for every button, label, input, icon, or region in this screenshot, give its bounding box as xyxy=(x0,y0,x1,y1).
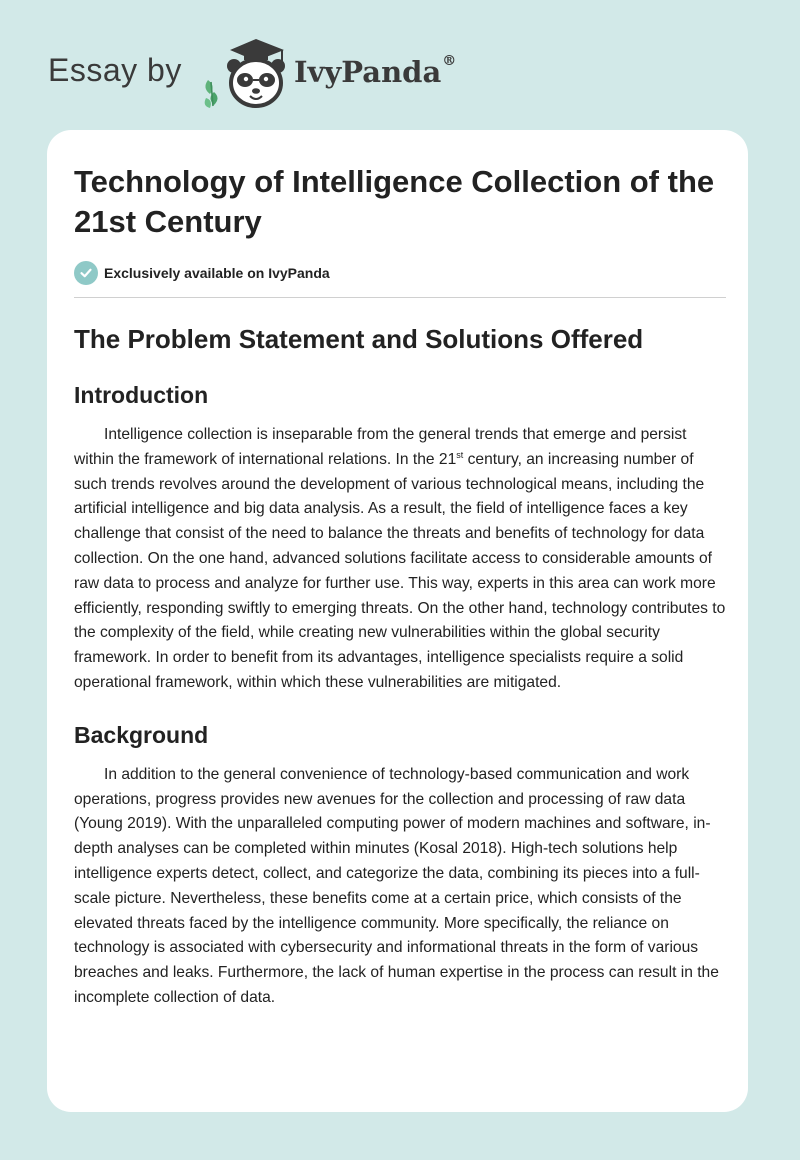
background-paragraph: In addition to the general convenience of technology-based communication and work operations, progress provides new avenues for the collection and processing of raw data (Young 2019). With the unparalleled computing power of modern machines and software, in-depth analyses can be completed within minutes (Kosal 2018). High-tech solutions help intelligence experts detect, collect, and categorize the data, combining its pieces into a full-scale picture. Nevertheless, these benefits come at a certain price, which consists of the elevated threats faced by the intelligence community. More specifically, the reliance on technology is associated with cybersecurity and informational threats in the form of various breaches and leaks. Furthermore, the lack of human expertise in the process can result in the incomplete collection of data. xyxy=(74,765,719,1006)
essay-content xyxy=(74,162,726,1011)
exclusive-label: Exclusively available on IvyPanda xyxy=(104,265,330,281)
ivypanda-brand[interactable]: IvyPanda® xyxy=(294,53,457,89)
essay-by-label: Essay by xyxy=(48,52,182,88)
background-heading: Background xyxy=(74,721,209,748)
essay-card xyxy=(47,130,748,1112)
section-title: The Problem Statement and Solutions Offered xyxy=(74,324,644,354)
divider xyxy=(74,297,726,298)
introduction-heading: Introduction xyxy=(74,382,209,408)
panda-logo-icon[interactable] xyxy=(200,36,296,112)
page-title: Technology of Intelligence Collection of the 21st Century xyxy=(74,164,715,239)
exclusive-badge xyxy=(74,260,726,286)
introduction-paragraph: Intelligence collection is inseparable from the general trends that emerge and persist within the framework of international relations. In the 21st century, an increasing number of such trends revolves around the development of various technological means, including the artificial intelligence and big data analysis. As a result, the field of intelligence faces a key challenge that consist of the need to balance the threats and benefits of technology for data collection. On the one hand, advanced solutions facilitate access to considerable amounts of raw data to process and analyze for further use. This way, experts in this area can work more efficiently, responding swiftly to emerging threats. On the other hand, technology contributes to the complexity of the field, while creating new vulnerabilities within the global security framework. In order to benefit from its advantages, intelligence specialists require a solid operational framework, within which these vulnerabilities are mitigated. xyxy=(74,426,726,691)
site-header xyxy=(48,36,548,116)
check-icon xyxy=(74,261,98,285)
